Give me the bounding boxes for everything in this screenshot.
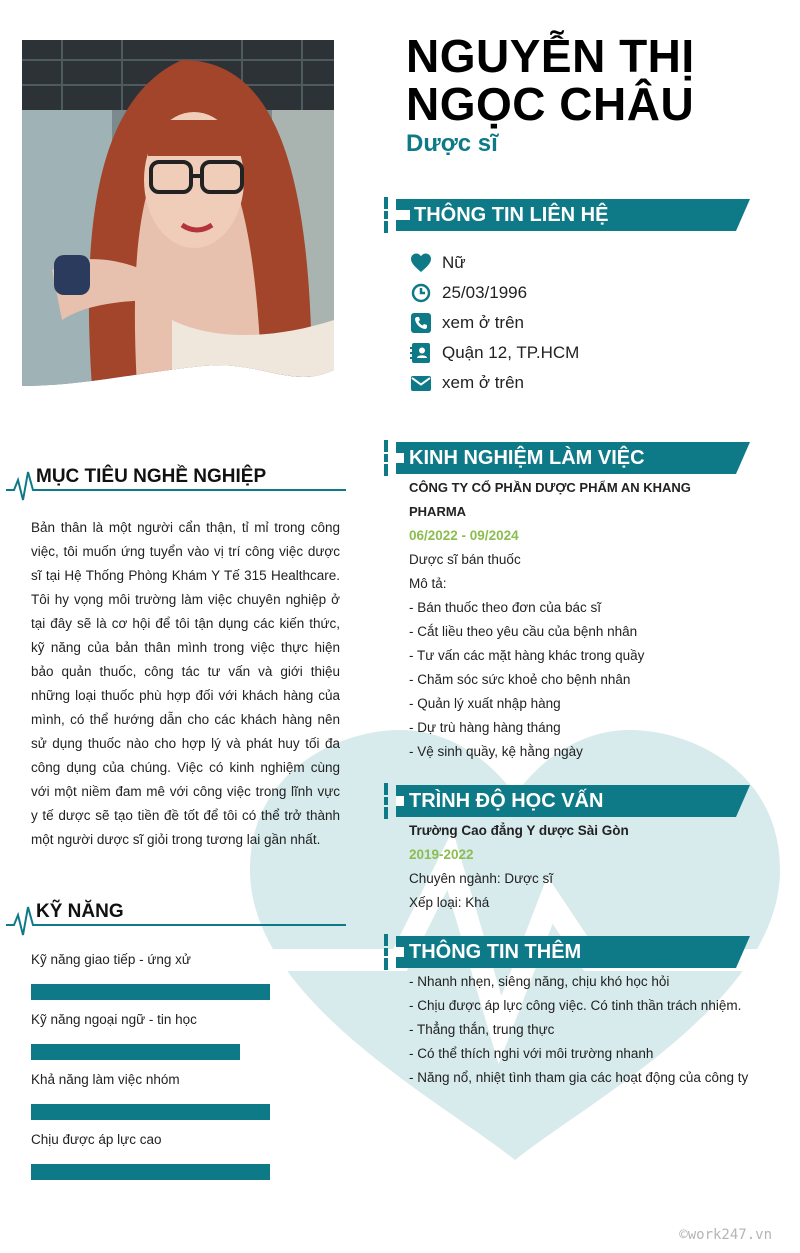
envelope-icon: [410, 372, 432, 394]
contact-email: [410, 368, 579, 398]
duty-item: - Chăm sóc sức khoẻ cho bệnh nhân: [409, 672, 631, 687]
extra-item: - Thẳng thắn, trung thực: [409, 1022, 555, 1037]
contact-text: Nữ: [442, 253, 466, 272]
contact-text: 25/03/1996: [442, 283, 528, 302]
job-title: Dược sĩ: [406, 130, 498, 157]
skill-bar: [31, 1164, 270, 1180]
experience-block: [409, 476, 754, 764]
contact-text: xem ở trên: [442, 313, 525, 332]
contact-text: Quận 12, TP.HCM: [442, 343, 580, 362]
skill-bar-fill: [31, 1164, 270, 1180]
skill-bar: [31, 1104, 270, 1120]
duty-item: - Vệ sinh quầy, kệ hằng ngày: [409, 744, 583, 759]
duty-item: - Cắt liều theo yêu cầu của bệnh nhân: [409, 624, 638, 639]
education-grade: Xếp loại: Khá: [409, 895, 490, 910]
skill-bar-fill: [31, 1104, 270, 1120]
company-name-line-1: CÔNG TY CỔ PHẦN DƯỢC PHẨM AN KHANG: [409, 480, 691, 495]
skill-item: [31, 1012, 331, 1072]
name-line-2: NGỌC CHÂU: [406, 78, 695, 130]
skill-label: Kỹ năng ngoại ngữ - tin học: [31, 1012, 197, 1027]
skills-list: [31, 952, 331, 1192]
duty-item: - Tư vấn các mặt hàng khác trong quầy: [409, 648, 645, 663]
profile-photo: [22, 40, 334, 388]
education-period: 2019-2022: [409, 847, 474, 862]
phone-icon: [410, 312, 432, 334]
extra-item: - Năng nổ, nhiệt tình tham gia các hoạt động của công ty: [409, 1070, 749, 1085]
objective-text: Bản thân là một người cẩn thận, tỉ mỉ trong công việc, tôi muốn ứng tuyển vào vị trí công việc dược sĩ tại Hệ Thống Phòng Khám Y Tế 315 Healthcare. Tôi hy vọng môi trường làm việc chuyên nghiệp ở tại đây sẽ là cơ hội để tôi tận dụng các kiến thức, kỹ năng của bản thân mình trong việc thực hiện bảo quản thuốc, công tác tư vấn và giới thiệu những loại thuốc phù hợp đối với khách hàng của mình, có thể hướng dẫn cho các khách hàng nên sử dụng thuốc nào cho hợp lý và phát huy tối đa công dụng của chúng. Việc có kinh nghiệm cùng với một niềm đam mê với công việc trong lĩnh vực y tế dược sẽ tạo tiền đề tốt để tôi có thể trở thành một người dược sĩ giỏi trong tương lai gần nhất.: [31, 520, 340, 847]
section-header-experience: [384, 440, 754, 480]
section-header-education: [384, 783, 754, 823]
education-major: Chuyên ngành: Dược sĩ: [409, 871, 553, 886]
contact-text: xem ở trên: [442, 373, 525, 392]
education-school: Trường Cao đẳng Y dược Sài Gòn: [409, 823, 629, 838]
skill-bar: [31, 984, 270, 1000]
duty-item: - Dự trù hàng hàng tháng: [409, 720, 561, 735]
experience-position: Dược sĩ bán thuốc: [409, 552, 521, 567]
contact-birthday: [410, 278, 579, 308]
objective-title: MỤC TIÊU NGHỀ NGHIỆP: [36, 466, 267, 487]
extra-item: - Có thể thích nghi với môi trường nhanh: [409, 1046, 654, 1061]
extra-block: [409, 970, 754, 1090]
section-header-skills: [6, 897, 346, 937]
skill-label: Kỹ năng giao tiếp - ứng xử: [31, 952, 191, 967]
section-header-objective: [6, 462, 346, 502]
contact-phone: [410, 308, 579, 338]
contact-list: [410, 248, 579, 398]
skill-bar-fill: [31, 984, 270, 1000]
company-name-line-2: PHARMA: [409, 504, 467, 519]
section-header-extra: [384, 934, 754, 974]
extra-item: - Nhanh nhẹn, siêng năng, chịu khó học hỏi: [409, 974, 670, 989]
experience-desc-label: Mô tả:: [409, 576, 447, 591]
skill-item: [31, 952, 331, 1012]
address-card-icon: [410, 342, 432, 364]
skill-bar: [31, 1044, 270, 1060]
skill-item: [31, 1132, 331, 1192]
experience-period: 06/2022 - 09/2024: [409, 528, 519, 543]
extra-item: - Chịu được áp lực công việc. Có tinh thần trách nhiệm.: [409, 998, 742, 1013]
skill-bar-fill: [31, 1044, 240, 1060]
duty-item: - Quản lý xuất nhập hàng: [409, 696, 561, 711]
full-name: [406, 32, 786, 128]
education-block: [409, 819, 754, 915]
clock-icon: [410, 282, 432, 304]
skill-label: Chịu được áp lực cao: [31, 1132, 162, 1147]
name-line-1: NGUYỄN THỊ: [406, 30, 695, 82]
duty-item: - Bán thuốc theo đơn của bác sĩ: [409, 600, 601, 615]
contact-gender: [410, 248, 579, 278]
heart-icon: [410, 252, 432, 274]
experience-title: KINH NGHIỆM LÀM VIỆC: [409, 447, 645, 469]
contact-title: THÔNG TIN LIÊN HỆ: [414, 204, 609, 226]
watermark: ©work247.vn: [679, 1227, 772, 1243]
education-title: TRÌNH ĐỘ HỌC VẤN: [409, 790, 604, 812]
contact-address: [410, 338, 579, 368]
extra-title: THÔNG TIN THÊM: [409, 941, 582, 963]
skill-label: Khả năng làm việc nhóm: [31, 1072, 180, 1087]
section-header-contact: [384, 197, 754, 237]
skill-item: [31, 1072, 331, 1132]
skills-title: KỸ NĂNG: [36, 901, 124, 922]
